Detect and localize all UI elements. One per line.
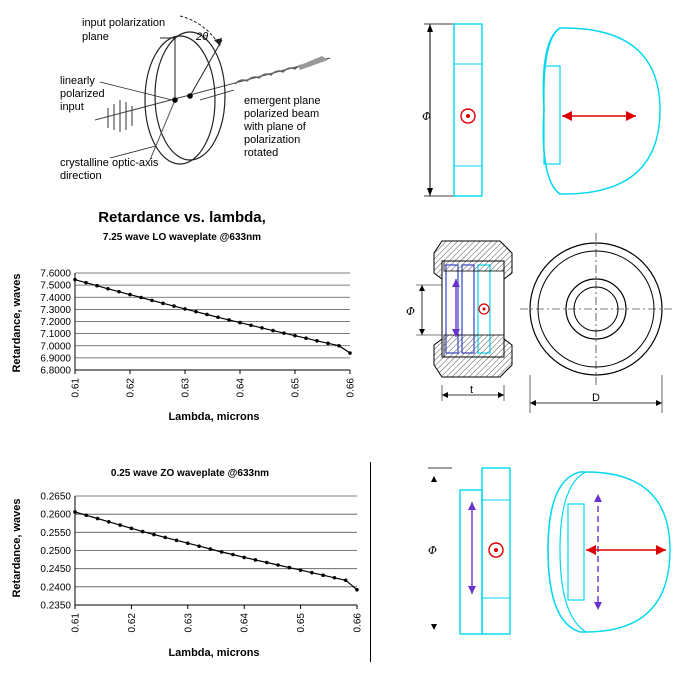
mount-axis-dot-icon	[483, 308, 486, 311]
data-point-7	[152, 533, 156, 537]
data-point-20	[293, 334, 297, 338]
d-right-icon	[656, 400, 662, 406]
t-left-icon	[442, 392, 448, 398]
data-point-1	[84, 281, 88, 285]
b-dashed-up-icon	[594, 494, 602, 502]
data-point-14	[227, 318, 231, 322]
b-plate-edge-1	[548, 472, 580, 632]
ytick-label-6: 0.2350	[40, 600, 71, 612]
data-point-22	[315, 339, 319, 343]
axis-label-2: direction	[60, 170, 102, 182]
plate-a	[460, 490, 482, 634]
mount-diameter-label: Φ	[406, 305, 416, 318]
ytick-label-5: 0.2400	[40, 582, 71, 594]
retaining-ring	[444, 335, 504, 357]
data-point-25	[355, 588, 359, 592]
data-point-5	[130, 527, 134, 531]
input-plane-label-1: input polarization	[82, 17, 166, 29]
data-point-8	[163, 536, 167, 540]
data-point-13	[216, 315, 220, 319]
xtick-label-3: 0.64	[239, 613, 251, 633]
plate-bottom-svg	[410, 462, 690, 647]
data-point-9	[172, 304, 176, 308]
input-leader	[100, 82, 172, 100]
data-point-2	[95, 284, 99, 288]
data-point-11	[197, 544, 201, 548]
data-point-15	[238, 321, 242, 325]
plate-top-svg	[410, 10, 690, 210]
chart1-title: Retardance vs. lambda,	[98, 209, 266, 226]
data-point-16	[249, 323, 253, 327]
b-dim-top-icon	[431, 476, 437, 482]
xtick-label-0: 0.61	[70, 378, 82, 398]
data-point-3	[107, 520, 111, 524]
ytick-label-3: 0.2500	[40, 546, 71, 557]
data-point-10	[186, 541, 190, 545]
xtick-label-5: 0.66	[352, 613, 364, 633]
chart1-series	[73, 278, 352, 355]
angle-arrow-icon	[214, 38, 222, 46]
plate-edge	[543, 28, 560, 194]
emergent-wave	[235, 65, 307, 84]
emergent-label-5: rotated	[244, 147, 279, 159]
plate-side-view	[454, 24, 482, 196]
data-point-8	[161, 302, 165, 306]
emergent-label-4: polarization	[244, 134, 301, 146]
fast-axis-right-icon	[626, 111, 636, 121]
mount-dim-top-icon	[419, 285, 425, 291]
chart1-ylabel: Retardance, waves	[11, 273, 23, 373]
b-dim-bottom-icon	[431, 624, 437, 630]
b-fast-right-icon	[656, 545, 666, 555]
ytick-label-1: 0.2600	[40, 509, 71, 521]
chart2-svg	[0, 458, 370, 668]
linear-input-label-2: polarized	[60, 88, 105, 100]
emergent-arrow-icon	[298, 56, 328, 70]
xtick-label-4: 0.65	[290, 378, 302, 398]
exit-point	[187, 93, 193, 99]
xtick-label-3: 0.64	[235, 378, 247, 398]
data-point-22	[321, 573, 325, 577]
chart1-yticks	[40, 269, 71, 377]
xtick-label-1: 0.62	[126, 613, 138, 633]
axis-dot-icon	[466, 114, 470, 118]
input-plane-label-2: plane	[82, 31, 109, 43]
data-point-11	[194, 310, 198, 314]
data-point-10	[183, 307, 187, 311]
dim-arrow-top-icon	[427, 24, 433, 32]
ytick-label-0: 0.2650	[40, 491, 71, 503]
linear-input-label-1: linearly	[60, 75, 95, 87]
data-point-0	[73, 278, 77, 282]
data-point-1	[84, 513, 88, 517]
data-point-13	[220, 550, 224, 554]
axis-label-1: crystalline optic-axis	[60, 157, 159, 169]
emergent-label-3: with plane of	[244, 121, 306, 133]
chart2-title: 0.25 wave ZO waveplate @633nm	[110, 468, 270, 479]
linear-input-label-3: input	[60, 101, 84, 113]
ytick-label-8: 6.8000	[40, 365, 71, 377]
data-point-24	[337, 344, 341, 348]
ytick-label-5: 7.1000	[40, 329, 71, 341]
ytick-label-3: 7.3000	[40, 304, 71, 316]
data-point-21	[310, 571, 314, 575]
ytick-label-4: 7.2000	[40, 317, 71, 328]
b-plate-flat	[568, 504, 584, 600]
ytick-label-2: 0.2550	[40, 527, 71, 539]
data-point-12	[209, 547, 213, 551]
chart2-ylabel: Retardance, waves	[11, 498, 23, 598]
data-point-21	[304, 336, 308, 340]
data-point-5	[128, 293, 132, 297]
retaining-lip	[444, 261, 504, 271]
data-point-17	[265, 561, 269, 565]
data-point-23	[326, 342, 330, 346]
ytick-label-7: 6.9000	[40, 353, 71, 365]
panel-divider	[370, 462, 371, 662]
data-point-2	[96, 517, 100, 521]
ytick-label-0: 7.6000	[40, 268, 71, 280]
outer-diameter-label: D	[592, 392, 600, 404]
chart1-xlabel: Lambda, microns	[168, 411, 260, 423]
polarization-svg	[0, 0, 360, 200]
mount-svg	[400, 225, 690, 420]
data-point-19	[288, 566, 292, 570]
b-fast-left-icon	[586, 545, 596, 555]
data-point-4	[118, 523, 122, 527]
b-slow-up-icon	[468, 502, 476, 510]
data-point-3	[106, 287, 110, 291]
b-plate-edge-2	[560, 472, 586, 632]
thickness-label: t	[470, 384, 474, 396]
ytick-label-4: 0.2450	[40, 564, 71, 576]
data-point-6	[139, 296, 143, 300]
chart2-xlabel: Lambda, microns	[168, 647, 260, 659]
waveplate-mount-drawing	[400, 225, 690, 420]
waveplate-drawing-bottom	[410, 462, 690, 647]
data-point-23	[333, 576, 337, 580]
data-point-14	[231, 553, 235, 557]
emergent-label-2: polarized beam	[244, 108, 320, 120]
data-point-9	[175, 539, 179, 543]
bottom-diameter-label: Φ	[428, 544, 438, 557]
xtick-label-4: 0.65	[296, 613, 308, 633]
d-left-icon	[530, 400, 536, 406]
data-point-24	[344, 578, 348, 582]
polarization-rotation-diagram	[0, 0, 360, 200]
plate-flat	[544, 66, 560, 164]
xtick-label-2: 0.63	[180, 378, 192, 398]
xtick-label-2: 0.63	[183, 613, 195, 633]
data-point-18	[271, 329, 275, 333]
ytick-label-2: 7.4000	[40, 292, 71, 304]
emergent-leader	[200, 90, 234, 100]
ytick-label-6: 7.0000	[40, 341, 71, 353]
chart-lo-waveplate	[0, 205, 370, 435]
chart1-grid	[75, 273, 350, 370]
mount-dim-bottom-icon	[419, 329, 425, 335]
chart1-svg	[0, 205, 370, 435]
data-point-20	[299, 568, 303, 572]
data-point-16	[254, 558, 258, 562]
chart-zo-waveplate	[0, 458, 370, 668]
xtick-label-1: 0.62	[125, 378, 137, 398]
data-point-25	[348, 351, 352, 355]
t-right-icon	[498, 392, 504, 398]
data-point-7	[150, 299, 154, 303]
chart2-xticks	[71, 605, 364, 632]
emergent-label-1: emergent plane	[244, 95, 321, 107]
chart1-xticks	[71, 370, 357, 397]
fast-axis-left-icon	[562, 111, 572, 121]
dim-arrow-bottom-icon	[427, 188, 433, 196]
entry-point	[172, 97, 178, 103]
chart2-yticks	[40, 492, 71, 612]
b-slow-down-icon	[468, 586, 476, 594]
b-axis-dot-icon	[494, 548, 498, 552]
ytick-label-1: 7.5000	[40, 280, 71, 292]
chart1-subtitle: 7.25 wave LO waveplate @633nm	[102, 232, 262, 243]
data-point-19	[282, 331, 286, 335]
data-point-12	[205, 313, 209, 317]
data-point-18	[276, 563, 280, 567]
data-point-15	[242, 556, 246, 560]
series-line	[75, 280, 350, 353]
angle-label: 2θ	[196, 31, 209, 43]
data-point-4	[117, 290, 121, 294]
xtick-label-0: 0.61	[70, 613, 82, 633]
b-dashed-down-icon	[594, 602, 602, 610]
plate-perspective-outline	[543, 28, 660, 194]
data-point-17	[260, 326, 264, 330]
b-plate-outline	[548, 472, 670, 632]
diameter-label: Φ	[422, 110, 432, 123]
xtick-label-5: 0.66	[345, 378, 357, 398]
data-point-0	[73, 510, 77, 514]
waveplate-drawing-top	[410, 10, 690, 210]
data-point-6	[141, 530, 145, 534]
